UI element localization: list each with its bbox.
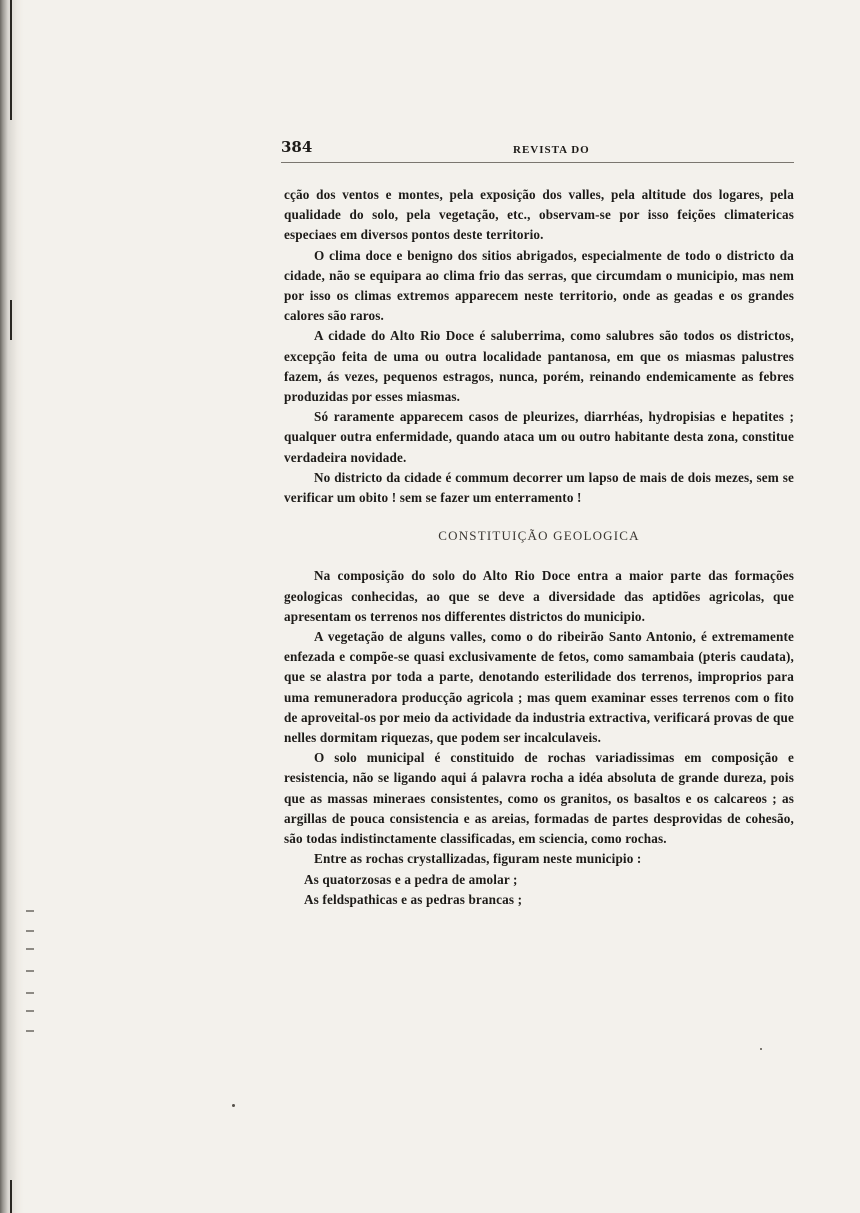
edge-rule (10, 300, 12, 340)
edge-rule (10, 1180, 12, 1213)
section-title: CONSTITUIÇÃO GEOLOGICA (438, 528, 640, 544)
paragraph: cção dos ventos e montes, pela exposição dos valles, pela altitude dos logares, pela qualidade do solo, pela vegetação, etc., observam-se por isso feições climatericas especiaes em diversos pontos deste territorio. (284, 187, 794, 243)
speck (760, 1048, 762, 1050)
page-number: 384 (281, 138, 313, 156)
paragraph: No districto da cidade é commum decorrer um lapso de mais de dois mezes, sem se verificar um obito ! sem se fazer um enterramento ! (284, 469, 794, 506)
paragraph: Entre as rochas crystallizadas, figuram neste municipio : (314, 851, 642, 867)
paragraph: A cidade do Alto Rio Doce é saluberrima, como salubres são todos os districtos, excepção feita de uma ou outra localidade pantanosa, em que os miasmas palustres fazem, ás vezes, pequenos estragos, nunca, porém, reinando endemicamente as febres produzidas por esses miasmas. (284, 328, 794, 405)
running-head: REVISTA DO (513, 144, 590, 156)
page-edge-shadow (0, 0, 24, 1213)
list-line: As quatorzosas e a pedra de amolar ; (304, 871, 518, 887)
header-rule (281, 162, 794, 163)
paragraph: Só raramente apparecem casos de pleurizes, diarrhéas, hydropisias e hepatites ; qualquer outra enfermidade, quando ataca um ou outro habitante desta zona, constitue verdadeira novidade. (284, 409, 794, 465)
body-text (284, 185, 794, 910)
gutter-marks (26, 900, 40, 1060)
speck (232, 1104, 235, 1107)
paragraph: A vegetação de alguns valles, como o do ribeirão Santo Antonio, é extremamente enfezada e compõe-se quasi exclusivamente de fetos, como samambaia (pteris caudata), que se alastra por toda a parte, denotando esterilidade dos terrenos, improprios para uma remuneradora producção agricola ; mas quem examinar esses terrenos com o fito de aproveital-os por meio da actividade da industria extractiva, verificará provas de que nelles dormitam riquezas, que podem ser incalculaveis. (284, 629, 794, 746)
paragraph: O solo municipal é constituido de rochas variadissimas em composição e resistencia, não se ligando aqui á palavra rocha a idéa absoluta de grande dureza, pois que as massas mineraes consistentes, como os granitos, os basaltos e os calcareos ; as argillas de pouca consistencia e as areias, formadas de partes desprovidas de cohesão, são todas indistinctamente classificadas, em sciencia, como rochas. (284, 750, 794, 847)
paragraph: O clima doce e benigno dos sitios abrigados, especialmente de todo o districto da cidade, não se equipara ao clima frio das serras, que circumdam o municipio, mas nem por isso os climas extremos apparecem neste territorio, onde as geadas e os grandes calores são raros. (284, 247, 794, 324)
page-header (281, 136, 794, 166)
edge-rule (10, 0, 12, 120)
list-line: As feldspathicas e as pedras brancas ; (304, 891, 523, 907)
paragraph: Na composição do solo do Alto Rio Doce entra a maior parte das formações geologicas conhecidas, ao que se deve a diversidade das aptidões agricolas, que apresentam os terrenos nos differentes districtos do municipio. (284, 568, 794, 624)
